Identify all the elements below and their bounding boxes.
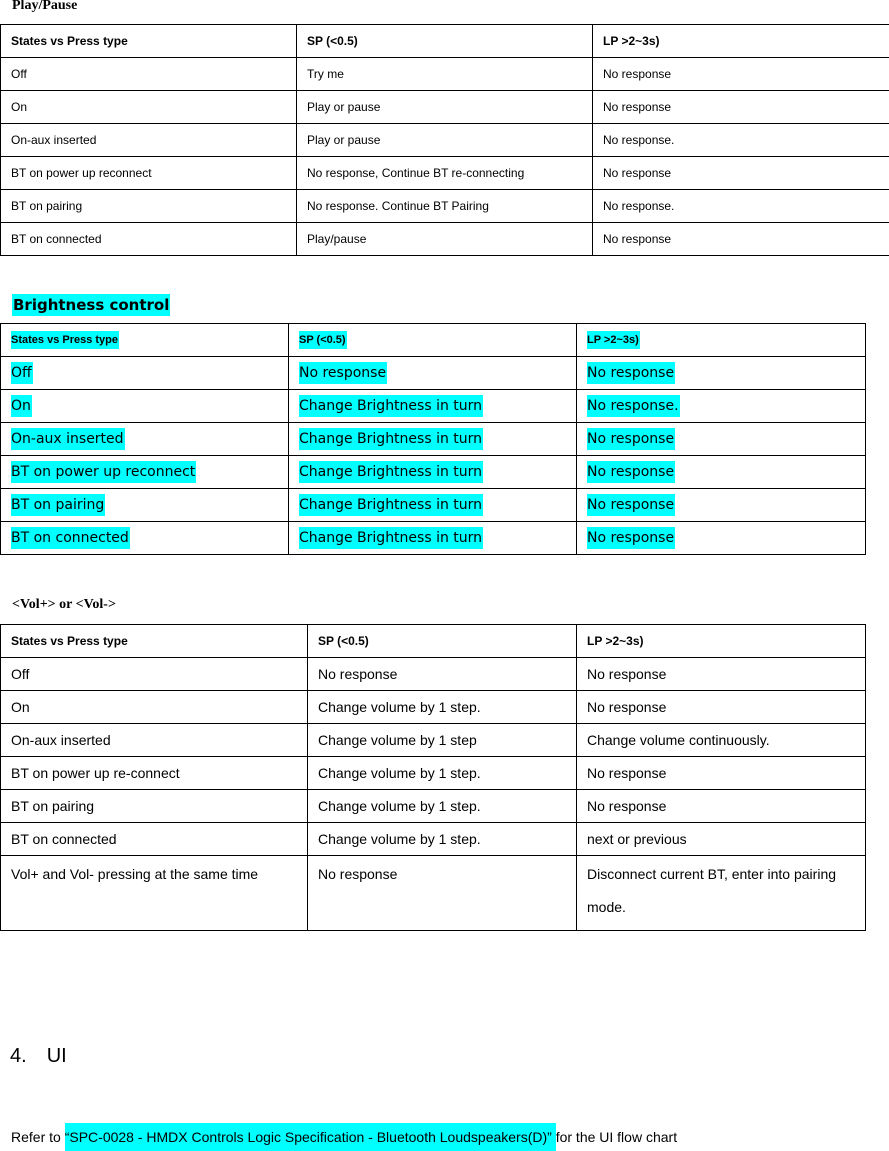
table-cell: Vol+ and Vol- pressing at the same time: [1, 856, 308, 931]
highlighted-text: On-aux inserted: [11, 428, 125, 450]
header-cell: SP (<0.5): [308, 625, 577, 658]
table-cell: [577, 489, 866, 522]
table-header-row: [1, 25, 889, 58]
table-cell: Off: [1, 58, 297, 91]
header-cell: [289, 324, 577, 357]
table-cell: [577, 522, 866, 555]
volume-heading: <Vol+> or <Vol->: [12, 597, 116, 612]
table-cell: Disconnect current BT, enter into pairing mode.: [577, 856, 866, 931]
table-cell: No response: [308, 658, 577, 691]
header-cell: LP >2~3s): [593, 25, 889, 58]
header-cell: [577, 324, 866, 357]
table-cell: No response: [577, 658, 866, 691]
table-cell: [289, 456, 577, 489]
table-cell: [577, 390, 866, 423]
table-cell: next or previous: [577, 823, 866, 856]
table-cell: No response.: [593, 124, 889, 157]
highlighted-text: BT on connected: [11, 527, 130, 549]
table-cell: No response.: [593, 190, 889, 223]
table-cell: On: [1, 91, 297, 124]
table-cell: Change volume by 1 step.: [308, 691, 577, 724]
table-row: [1, 790, 866, 823]
highlighted-text: No response: [299, 362, 387, 384]
table-cell: No response: [308, 856, 577, 931]
table-cell: No response: [577, 757, 866, 790]
table-cell: BT on connected: [1, 223, 297, 256]
table-row: [1, 423, 866, 456]
table-cell: [289, 423, 577, 456]
table-cell: No response: [577, 790, 866, 823]
table-row: [1, 489, 866, 522]
table-row: [1, 823, 866, 856]
table-row: [1, 456, 866, 489]
table-cell: BT on pairing: [1, 790, 308, 823]
table-cell: BT on pairing: [1, 190, 297, 223]
table-row: [1, 223, 889, 256]
highlighted-text: No response: [587, 362, 675, 384]
table-cell: [577, 423, 866, 456]
table-header-row: [1, 324, 866, 357]
table-row: [1, 157, 889, 190]
table-cell: [577, 456, 866, 489]
section-ui-heading: [10, 1045, 67, 1068]
table-cell: BT on connected: [1, 823, 308, 856]
table-row: [1, 124, 889, 157]
table-cell: Play/pause: [297, 223, 593, 256]
highlighted-text: States vs Press type: [11, 331, 119, 349]
table-row: [1, 190, 889, 223]
table-cell: Change volume by 1 step.: [308, 757, 577, 790]
highlighted-text: Change Brightness in turn: [299, 395, 483, 417]
brightness-heading: [12, 296, 170, 315]
table-cell: Change volume by 1 step.: [308, 823, 577, 856]
table-row: [1, 58, 889, 91]
table-cell: On-aux inserted: [1, 124, 297, 157]
table-cell: No response: [593, 91, 889, 124]
table-cell: [289, 489, 577, 522]
header-cell: [1, 324, 289, 357]
table-cell: No response. Continue BT Pairing: [297, 190, 593, 223]
highlighted-text: On: [11, 395, 32, 417]
table-header-row: [1, 625, 866, 658]
reference-document-title: “SPC-0028 - HMDX Controls Logic Specification - Bluetooth Loudspeakers(D)”: [65, 1123, 556, 1151]
table-cell: On: [1, 691, 308, 724]
brightness-table: [0, 323, 866, 555]
header-cell: LP >2~3s): [577, 625, 866, 658]
header-cell: States vs Press type: [1, 25, 297, 58]
highlighted-text: BT on power up reconnect: [11, 461, 196, 483]
reference-prefix: Refer to: [11, 1129, 65, 1145]
highlighted-text: SP (<0.5): [299, 331, 347, 349]
play-pause-heading: Play/Pause: [12, 0, 78, 13]
table-cell: Change volume by 1 step.: [308, 790, 577, 823]
play-pause-table: [0, 24, 889, 256]
highlighted-text: Change Brightness in turn: [299, 428, 483, 450]
table-row: [1, 691, 866, 724]
table-cell: [289, 357, 577, 390]
table-cell: Play or pause: [297, 91, 593, 124]
volume-table: [0, 624, 866, 931]
table-cell: Off: [1, 658, 308, 691]
table-cell: Play or pause: [297, 124, 593, 157]
reference-suffix: for the UI flow chart: [555, 1129, 678, 1145]
highlighted-text: No response.: [587, 395, 680, 417]
table-cell: [1, 357, 289, 390]
table-cell: [1, 522, 289, 555]
table-row: [1, 724, 866, 757]
highlighted-text: LP >2~3s): [587, 331, 640, 349]
table-cell: No response: [593, 58, 889, 91]
section-title: UI: [46, 1045, 67, 1067]
highlighted-text: Off: [11, 362, 33, 384]
highlighted-text: Change Brightness in turn: [299, 461, 483, 483]
highlighted-text: No response: [587, 461, 675, 483]
table-cell: No response: [593, 223, 889, 256]
highlighted-text: No response: [587, 527, 675, 549]
table-cell: [1, 489, 289, 522]
table-cell: Change volume by 1 step: [308, 724, 577, 757]
table-row: [1, 357, 866, 390]
table-cell: On-aux inserted: [1, 724, 308, 757]
table-cell: [289, 390, 577, 423]
highlighted-text: No response: [587, 428, 675, 450]
table-cell: BT on power up reconnect: [1, 157, 297, 190]
table-row: [1, 856, 866, 931]
table-row: [1, 91, 889, 124]
table-cell: Change volume continuously.: [577, 724, 866, 757]
table-cell: [1, 423, 289, 456]
reference-line: [11, 1129, 677, 1145]
highlighted-text: BT on pairing: [11, 494, 105, 516]
highlighted-text: Change Brightness in turn: [299, 527, 483, 549]
table-cell: [1, 390, 289, 423]
table-cell: No response, Continue BT re-connecting: [297, 157, 593, 190]
table-cell: No response: [593, 157, 889, 190]
highlighted-text: Change Brightness in turn: [299, 494, 483, 516]
header-cell: States vs Press type: [1, 625, 308, 658]
table-row: [1, 522, 866, 555]
table-row: [1, 757, 866, 790]
table-cell: BT on power up re-connect: [1, 757, 308, 790]
table-cell: [289, 522, 577, 555]
table-cell: No response: [577, 691, 866, 724]
table-cell: Try me: [297, 58, 593, 91]
section-number: 4.: [10, 1045, 27, 1067]
brightness-heading-text: Brightness control: [13, 296, 170, 314]
table-row: [1, 658, 866, 691]
table-cell: [577, 357, 866, 390]
highlighted-text: No response: [587, 494, 675, 516]
header-cell: SP (<0.5): [297, 25, 593, 58]
table-cell: [1, 456, 289, 489]
table-row: [1, 390, 866, 423]
